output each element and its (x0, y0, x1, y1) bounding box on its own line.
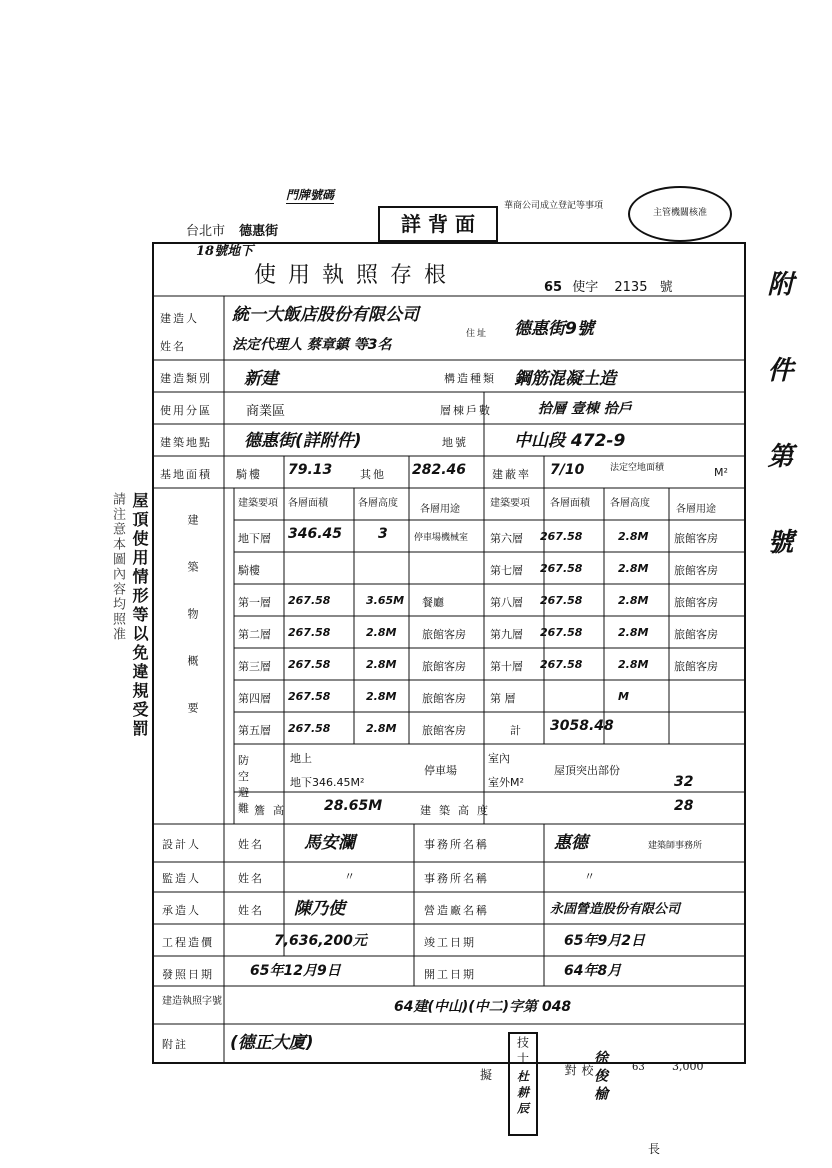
fee-code: 63 (632, 1062, 645, 1073)
designer-label: 設計人 (162, 838, 201, 851)
floor-area: 267.58 (540, 626, 583, 639)
note-label: 附註 (162, 1038, 188, 1051)
contractor-label: 承造人 (162, 904, 201, 917)
owner-value: 統一大飯店股份有限公司 (232, 305, 419, 325)
side-note-left: 屋頂使用情形等以免違規受罰 (130, 492, 149, 739)
col-use-left: 各層用途 (420, 504, 460, 515)
start-value: 64年8月 (564, 963, 622, 979)
license-num: 2135 (614, 280, 648, 295)
floor-use: 旅館客房 (674, 628, 718, 641)
shelter-ground: 地上 (290, 752, 312, 765)
company-value: 永固營造股份有限公司 (550, 902, 681, 917)
eaves-value: 28.65M (324, 798, 383, 814)
area-label: 基地面積 (160, 468, 212, 481)
address-label: 住址 (466, 329, 489, 339)
license-word: 使字 (572, 280, 599, 295)
floor-height: 2.8M (618, 530, 649, 543)
floor-area: 267.58 (540, 594, 583, 607)
floor-height: 2.8M (366, 722, 397, 735)
roof-value: 32 (674, 774, 694, 790)
roof-label: 屋頂突出部份 (554, 764, 620, 777)
supervisor-office-label: 事務所名稱 (424, 872, 489, 885)
floor-label: 第十層 (490, 660, 523, 673)
floor-area: 267.58 (540, 562, 583, 575)
total-label: 計 (510, 724, 521, 737)
chief-label: 長 (648, 1142, 661, 1156)
supervisor-name: 〃 (344, 870, 355, 883)
street: 德惠街 (239, 224, 279, 239)
floor-label: 第 層 (490, 692, 516, 705)
bldg-height-label: 建築高度 (420, 804, 496, 817)
floor-height: 2.8M (366, 626, 397, 639)
col-area-right: 各層面積 (550, 498, 590, 509)
owner-rep: 法定代理人 蔡章鎮 等3名 (232, 337, 392, 353)
col-height-left: 各層高度 (358, 498, 398, 509)
approval-stamp: 主管機關核准 (628, 186, 732, 242)
floor-use: 旅館客房 (674, 532, 718, 545)
check-name: 徐俊榆 (592, 1050, 608, 1104)
supervisor-office: 〃 (584, 870, 595, 883)
total-value: 3058.48 (550, 718, 614, 734)
license-suffix: 號 (659, 280, 673, 295)
issue-label: 發照日期 (162, 968, 214, 981)
col-items-right: 建築要項 (490, 498, 530, 509)
arcade-row-label: 騎樓 (238, 564, 260, 577)
basement-label: 地下層 (238, 532, 271, 545)
floor-use: 旅館客房 (674, 564, 718, 577)
zoning-label: 使用分區 (160, 404, 212, 417)
floor-height: 2.8M (618, 658, 649, 671)
registration-stamp: 華商公司成立登記等事項 (504, 201, 604, 211)
floor-use: 旅館客房 (674, 596, 718, 609)
bldg-height-value: 28 (674, 798, 694, 814)
city: 台北市 (186, 224, 226, 239)
floor-area: 267.58 (288, 722, 331, 735)
floor-label: 第一層 (238, 596, 271, 609)
basement-height: 3 (378, 526, 388, 542)
designer-name-label: 姓名 (238, 838, 264, 851)
floor-height: 2.8M (366, 658, 397, 671)
tech-stamp (508, 1032, 538, 1136)
floor-area: 267.58 (540, 658, 583, 671)
floor-label: 第八層 (490, 596, 523, 609)
basement-area: 346.45 (288, 526, 343, 542)
finish-value: 65年9月2日 (564, 933, 645, 949)
shelter-label: 防空避難 (238, 754, 259, 815)
arch-office: 建築師事務所 (648, 841, 703, 851)
floor-label: 第七層 (490, 564, 523, 577)
parking-indoor: 室內 (488, 752, 510, 765)
coverage-label: 建蔽率 (492, 468, 531, 481)
floor-label: 第五層 (238, 724, 271, 737)
floor-use: 旅館客房 (674, 660, 718, 673)
col-area-left: 各層面積 (288, 498, 328, 509)
col-height-right: 各層高度 (610, 498, 650, 509)
open-unit: M² (714, 466, 728, 479)
floor-use: 旅館客房 (422, 660, 466, 673)
col-use-right: 各層用途 (676, 504, 716, 515)
floor-area: 267.58 (288, 626, 331, 639)
col-items-left: 建築要項 (238, 498, 278, 509)
floors-value: 拾層 壹棟 拾戶 (538, 401, 632, 417)
issue-value: 65年12月9日 (250, 963, 341, 979)
parking-outdoor: 室外M² (488, 776, 524, 789)
address-number: 18號地下 (196, 244, 254, 259)
floor-height: 2.8M (366, 690, 397, 703)
tech-label: 技士 (515, 1036, 530, 1068)
floor-use: 餐廳 (422, 596, 444, 609)
category-label: 建造類別 (160, 372, 212, 385)
arcade-label: 騎樓 (236, 468, 262, 481)
lot-label: 地號 (442, 436, 468, 449)
site-value: 德惠街(詳附件) (244, 431, 362, 451)
structure-value: 鋼筋混凝土造 (514, 369, 616, 389)
cost-value: 7,636,200元 (274, 933, 367, 949)
open-label: 法定空地面積 (610, 463, 665, 473)
owner-label: 建造人 (160, 312, 199, 325)
start-label: 開工日期 (424, 968, 476, 981)
arcade-value: 79.13 (288, 462, 333, 478)
designer-name: 馬安瀾 (304, 833, 355, 853)
floor-label: 第四層 (238, 692, 271, 705)
floor-label: 第六層 (490, 532, 523, 545)
fee-value: 3,000 (672, 1060, 704, 1073)
permit-label: 建造執照字號 (162, 996, 222, 1007)
floors-label: 層棟戶數 (440, 404, 492, 417)
check-label: 校對 (563, 1064, 594, 1136)
side-note-right: 附件第號 (763, 270, 793, 614)
owner-address: 德惠街9號 (514, 319, 594, 339)
floor-area: 267.58 (288, 594, 331, 607)
tech-name: 杜耕辰 (515, 1070, 530, 1118)
category-value: 新建 (244, 369, 278, 389)
cost-label: 工程造價 (162, 936, 214, 949)
floor-height: 2.8M (618, 594, 649, 607)
floor-height: M (618, 690, 629, 703)
eaves-label: 簷高 (254, 804, 292, 817)
structure-label: 構造種類 (444, 372, 496, 385)
zoning-value: 商業區 (246, 404, 286, 419)
license-form (152, 242, 746, 1064)
finish-label: 竣工日期 (424, 936, 476, 949)
designer-office: 惠德 (554, 833, 588, 853)
contractor-name: 陳乃使 (294, 899, 345, 919)
office-label: 事務所名稱 (424, 838, 489, 851)
lot-value: 中山段 472-9 (514, 431, 626, 451)
floor-use: 旅館客房 (422, 724, 466, 737)
coverage-value: 7/10 (550, 462, 585, 478)
floor-height: 3.65M (366, 594, 405, 607)
address-header (186, 220, 278, 239)
floor-area: 267.58 (288, 690, 331, 703)
basement-use: 停車場機械室 (414, 533, 469, 543)
name-label: 姓名 (160, 340, 186, 353)
floor-height: 2.8M (618, 626, 649, 639)
side-note-left-2: 請注意本圖內容均照准 (110, 492, 125, 642)
floor-height: 2.8M (618, 562, 649, 575)
form-title: 使用執照存根 (254, 263, 459, 288)
license-number (544, 276, 673, 295)
supervisor-name-label: 姓名 (238, 872, 264, 885)
floor-label: 第二層 (238, 628, 271, 641)
floor-use: 旅館客房 (422, 628, 466, 641)
other-label: 其他 (360, 468, 386, 481)
other-value: 282.46 (412, 462, 467, 478)
note-value: (德正大廈) (230, 1033, 314, 1053)
site-label: 建築地點 (160, 436, 212, 449)
license-year: 65 (544, 280, 563, 295)
side-label: 建築物概要 (186, 514, 199, 749)
parking-label: 停車場 (424, 764, 457, 777)
contractor-name-label: 姓名 (238, 904, 264, 917)
floor-area: 267.58 (540, 530, 583, 543)
permit-value: 64建(中山)(中二)字第 048 (394, 999, 572, 1015)
handwritten-tag: 門牌號碼 (286, 188, 335, 202)
reviewer-label: 擬 (480, 1068, 493, 1082)
shelter-under: 地下346.45M² (290, 776, 365, 789)
floor-label: 第九層 (490, 628, 523, 641)
detail-box: 詳 背 面 (378, 206, 498, 242)
floor-label: 第三層 (238, 660, 271, 673)
supervisor-label: 監造人 (162, 872, 201, 885)
floor-area: 267.58 (288, 658, 331, 671)
company-label: 營造廠名稱 (424, 904, 489, 917)
floor-use: 旅館客房 (422, 692, 466, 705)
